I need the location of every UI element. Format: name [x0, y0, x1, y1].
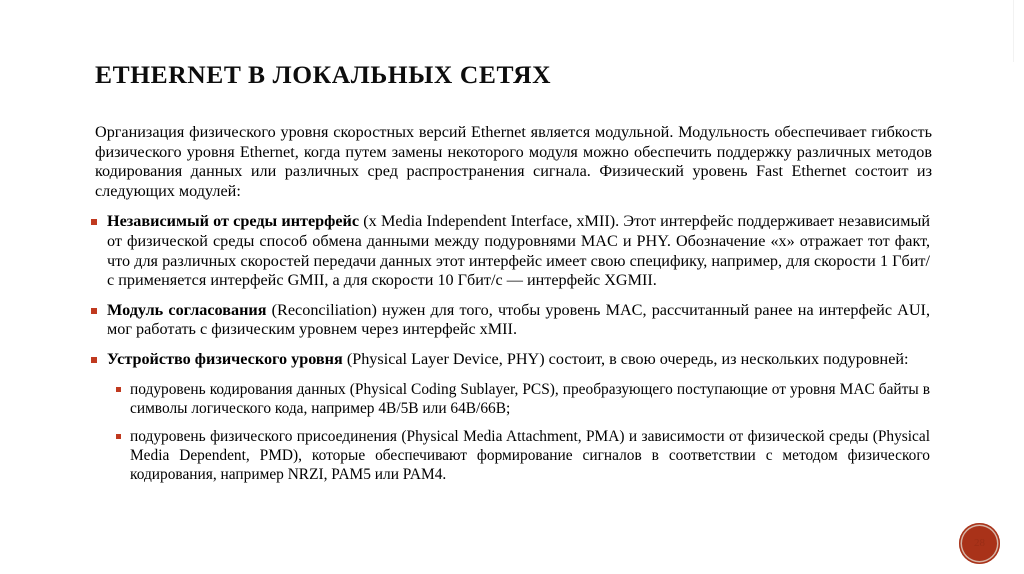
list-item-lead: Модуль согласования — [107, 300, 267, 319]
slide-edge-line — [1013, 0, 1014, 62]
sub-list-item — [0, 380, 1024, 418]
square-bullet-icon — [91, 308, 97, 314]
square-bullet-icon — [116, 434, 121, 439]
square-bullet-icon — [91, 357, 97, 363]
square-bullet-icon — [91, 219, 97, 225]
list-item — [0, 301, 1024, 340]
list-item — [0, 212, 1024, 290]
page-title: ETHERNET В ЛОКАЛЬНЫХ СЕТЯХ — [95, 60, 552, 90]
slide-content — [0, 123, 1024, 494]
square-bullet-icon — [116, 387, 121, 392]
intro-paragraph: Организация физического уровня скоростных версий Ethernet является модульной. Модульность обеспечивает гибкость физического уровня Ethernet, когда путем замены некоторого модуля можно обеспечить поддержку различных методов кодирования данных или различных сред распространения сигнала. Физический уровень Fast Ethernet состоит из следующих модулей: — [95, 123, 932, 200]
page-number-badge — [959, 523, 1000, 564]
list-item-text: (x Media Independent Interface, xMII). Этот интерфейс поддерживает независимый от физической среды способ обмена данными между подуровнями MAC и PHY. Обозначение «х» отражает тот факт, что для различных скоростей передачи данных этот интерфейс имеет свою специфику, например, для скорости 1 Гбит/с применяется интерфейс GMII, а для скорости 10 Гбит/с — интерфейс XGMII. — [107, 212, 930, 290]
list-item — [0, 350, 1024, 370]
list-item-text: (Reconciliation) нужен для того, чтобы уровень MAC, рассчитанный ранее на интерфейс AUI, мог работать с физическим уровнем через интерфейс xMII. — [107, 300, 930, 339]
sub-list-item — [0, 427, 1024, 485]
page-number-label: 28 — [974, 537, 985, 549]
sub-bullet-list — [0, 380, 1024, 485]
bullet-list — [0, 212, 1024, 369]
list-item-lead: Независимый от среды интерфейс — [107, 212, 360, 231]
sub-list-item-text: подуровень кодирования данных (Physical Coding Sublayer, PCS), преобразующего поступающие от уровня MAC байты в символы логического кода, например 4В/5В или 64В/66В; — [130, 380, 930, 417]
list-item-lead: Устройство физического уровня — [107, 349, 343, 368]
sub-list-item-text: подуровень физического присоединения (Physical Media Attachment, PMA) и зависимости от физической среды (Physical Media Dependent, PMD), которые обеспечивают формирование сигналов в соответствии с методом физического кодирования, например NRZI, PAM5 или PAM4. — [130, 427, 930, 484]
list-item-text: (Physical Layer Device, PHY) состоит, в свою очередь, из нескольких подуровней: — [342, 349, 909, 368]
